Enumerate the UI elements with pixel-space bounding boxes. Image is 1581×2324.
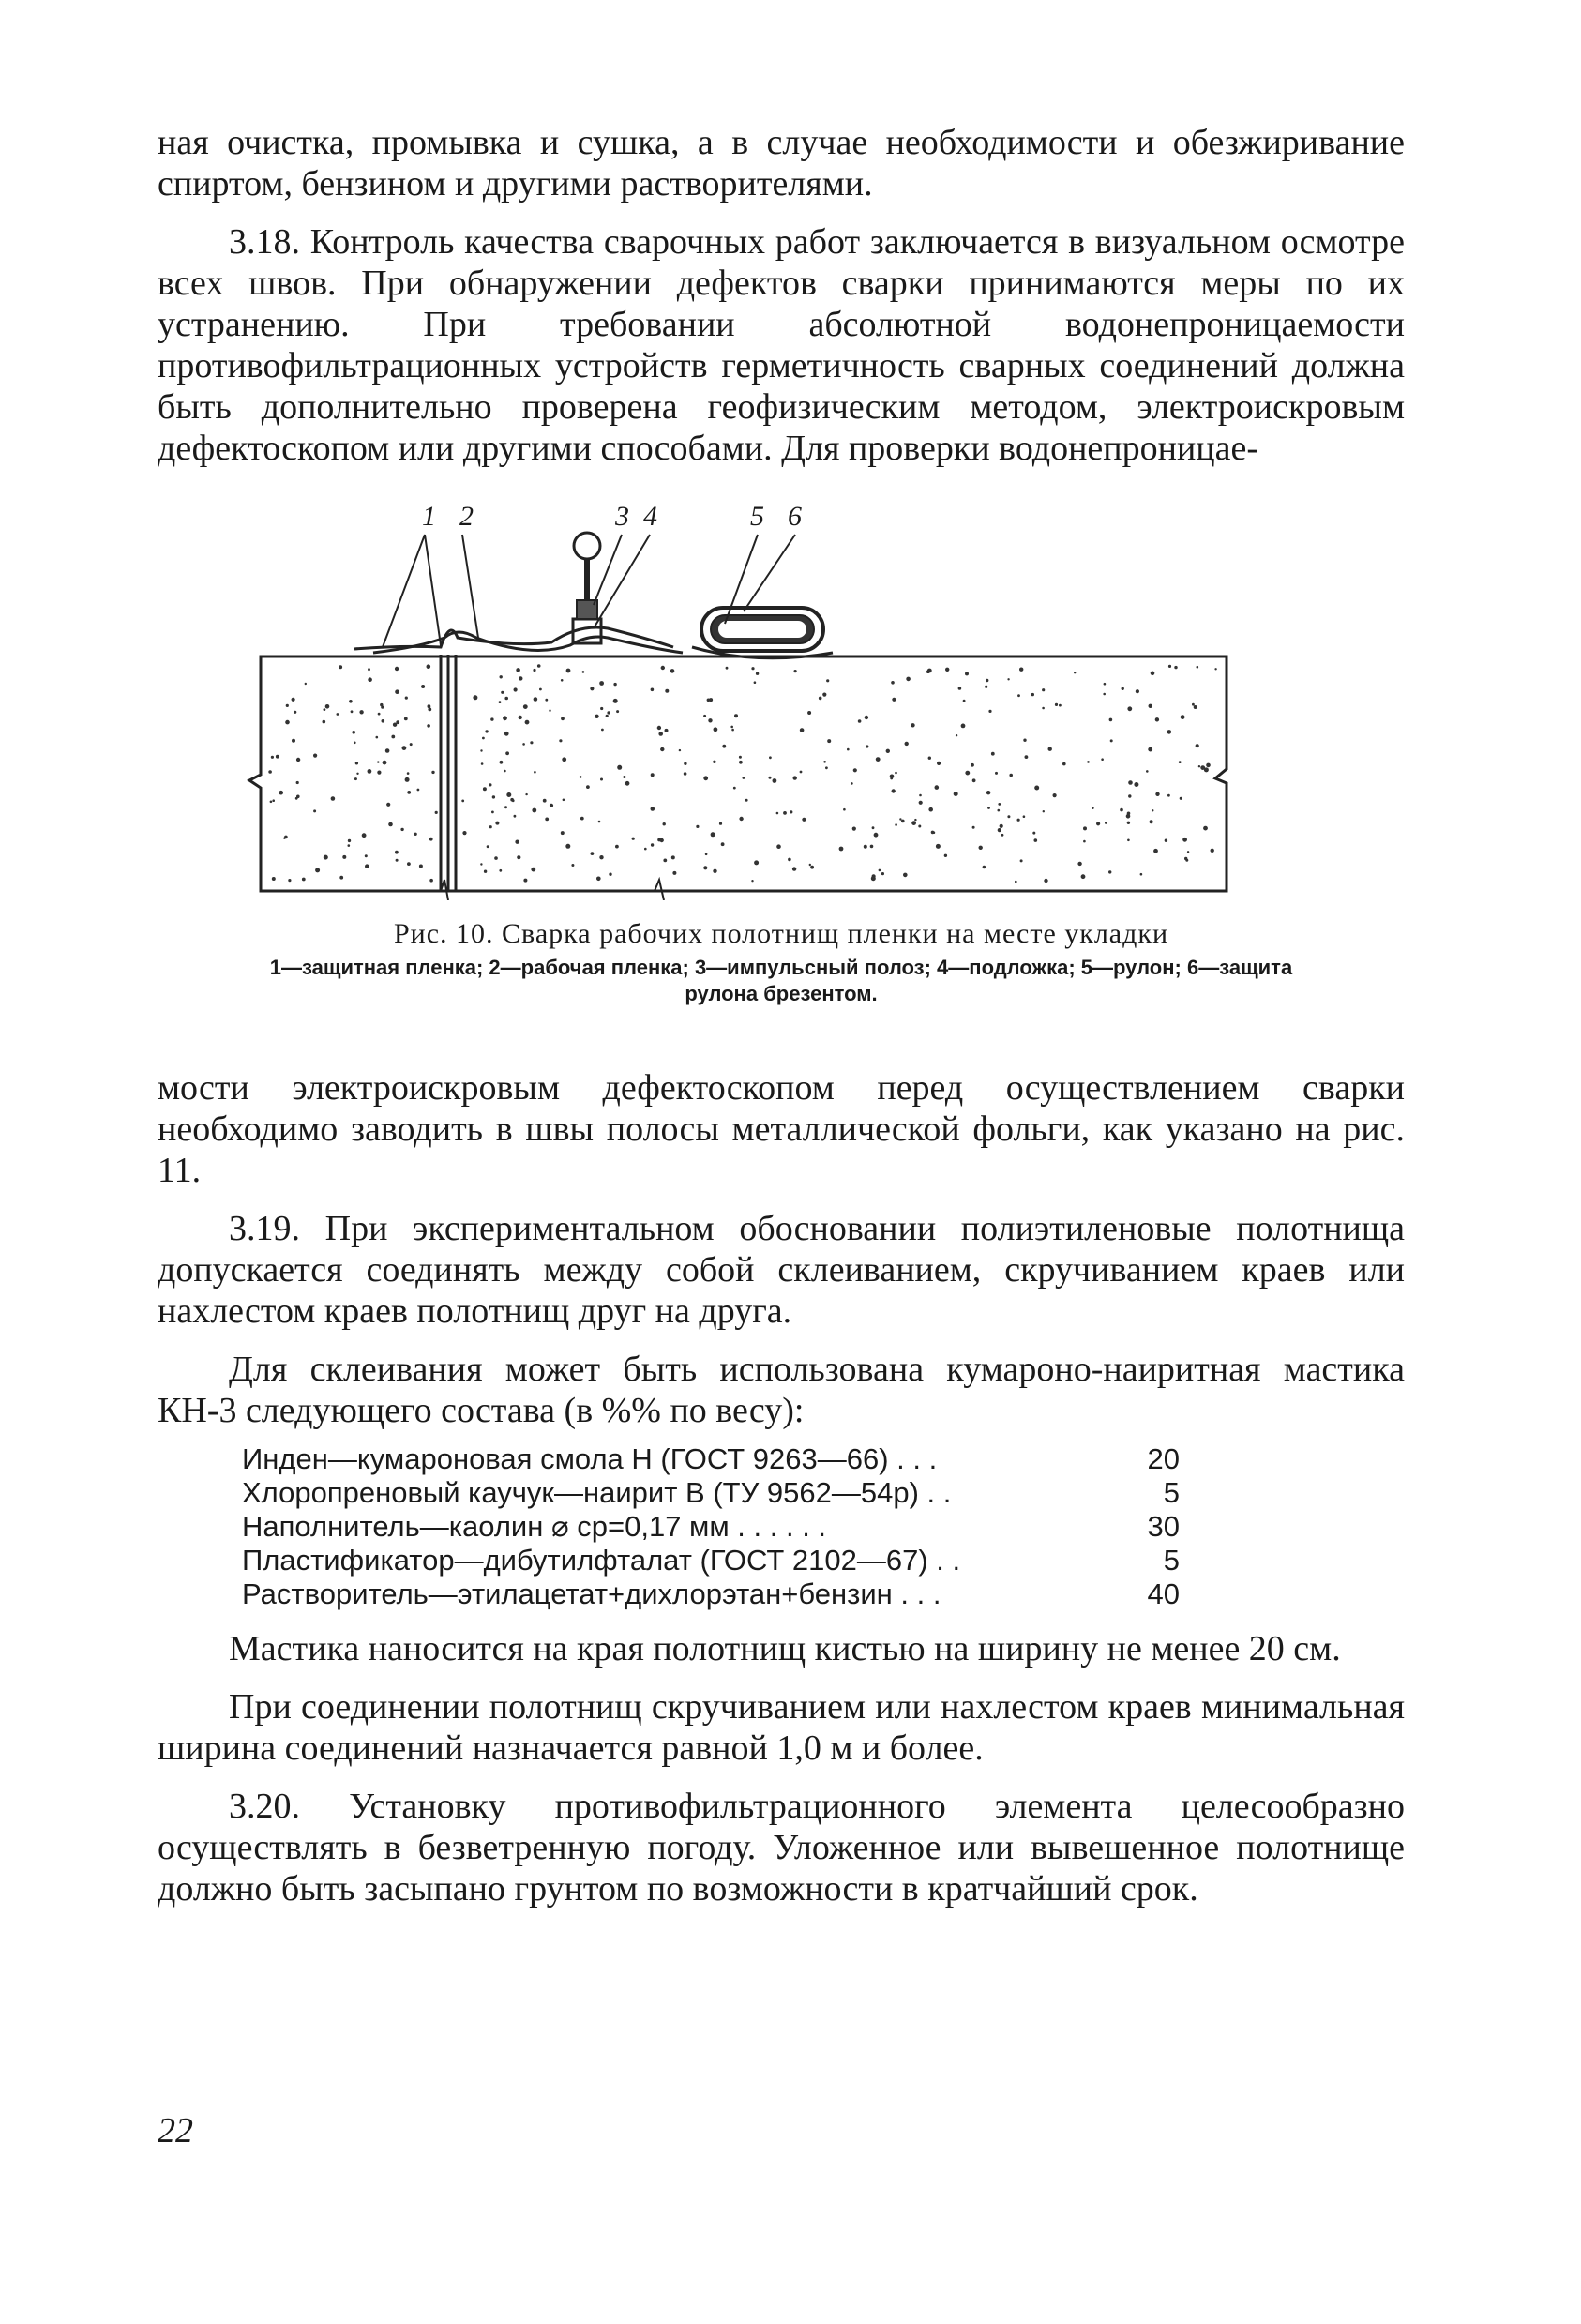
recipe-row xyxy=(242,1577,1180,1611)
figure-10 xyxy=(158,501,1405,1050)
recipe-row xyxy=(242,1476,1180,1510)
figure-label-2: 2 xyxy=(459,501,474,532)
paragraph-3-18: 3.18. Контроль качества сварочных работ заключается в визуальном осмотре всех швов. При обнаружении дефектов сварки принимаются меры по их устранению. При требовании абсолютной водонепроницаемости противофильтрационных устройств герметичность сварных соединений должна быть дополнительно проверена геофизическим методом, электроискровым дефектоскопом или другими способами. Для проверки водонепроницае- xyxy=(158,222,1405,468)
recipe-percent: 30 xyxy=(1147,1510,1180,1543)
recipe-percent: 40 xyxy=(1147,1577,1180,1610)
page-number: 22 xyxy=(158,2111,193,2150)
paragraph-continuation-2: мости электроискровым дефектоскопом перед осуществлением сварки необходимо заводить в швы полосы металлической фольги, как указано на рис. 11. xyxy=(158,1068,1405,1190)
recipe-percent: 20 xyxy=(1147,1442,1180,1475)
paragraph-3-20: 3.20. Установку противофильтрационного элемента целесообразно осуществлять в безветренную погоду. Уложенное или вывешенное полотнище должно быть засыпано грунтом по возможности в кратчайший срок. xyxy=(158,1787,1405,1909)
recipe-component: Хлоропреновый каучук—наирит В (ТУ 9562—54р) . . xyxy=(242,1476,952,1509)
recipe-component: Наполнитель—каолин ⌀ ср=0,17 мм . . . . . . xyxy=(242,1510,827,1543)
recipe-row xyxy=(242,1510,1180,1544)
recipe-row xyxy=(242,1442,1180,1476)
welding-diagram xyxy=(233,506,1330,900)
figure-label-3: 3 xyxy=(615,501,629,532)
figure-caption-title: Рис. 10. Сварка рабочих полотнищ пленки на месте укладки xyxy=(393,918,1169,949)
recipe-row xyxy=(242,1544,1180,1577)
paragraph-continuation: ная очистка, промывка и сушка, а в случае необходимости и обезжиривание спиртом, бензином и другими растворителями. xyxy=(158,123,1405,204)
figure-label-5: 5 xyxy=(750,501,764,532)
recipe-component: Растворитель—этилацетат+дихлорэтан+бензин . . . xyxy=(242,1577,941,1610)
paragraph-mastic: Для склеивания может быть использована кумароно-наиритная мастика КН-3 следующего состава (в %% по весу): xyxy=(158,1350,1405,1430)
figure-label-4: 4 xyxy=(643,501,657,532)
paragraph-joint-width: При соединении полотнищ скручиванием или нахлестом краев минимальная ширина соединений назначается равной 1,0 м и более. xyxy=(158,1687,1405,1768)
figure-caption-legend: 1—защитная пленка; 2—рабочая пленка; 3—импульсный полоз; 4—подложка; 5—рулон; 6—защита рулона брезентом. xyxy=(269,956,1293,1005)
mastic-recipe xyxy=(242,1442,1180,1611)
recipe-component: Пластификатор—дибутилфталат (ГОСТ 2102—67) . . xyxy=(242,1544,961,1577)
paragraph-mastic-application: Мастика наносится на края полотнищ кистью на ширину не менее 20 см. xyxy=(229,1629,1341,1668)
recipe-percent: 5 xyxy=(1163,1544,1180,1577)
page-content xyxy=(158,122,1405,1909)
figure-label-1: 1 xyxy=(422,501,436,532)
recipe-percent: 5 xyxy=(1163,1476,1180,1509)
paragraph-3-19: 3.19. При экспериментальном обосновании полиэтиленовые полотнища допускается соединять между собой склеиванием, скручиванием краев или нахлестом краев полотнищ друг на друга. xyxy=(158,1209,1405,1331)
figure-label-6: 6 xyxy=(788,501,802,532)
recipe-component: Инден—кумароновая смола Н (ГОСТ 9263—66) . . . xyxy=(242,1442,938,1475)
